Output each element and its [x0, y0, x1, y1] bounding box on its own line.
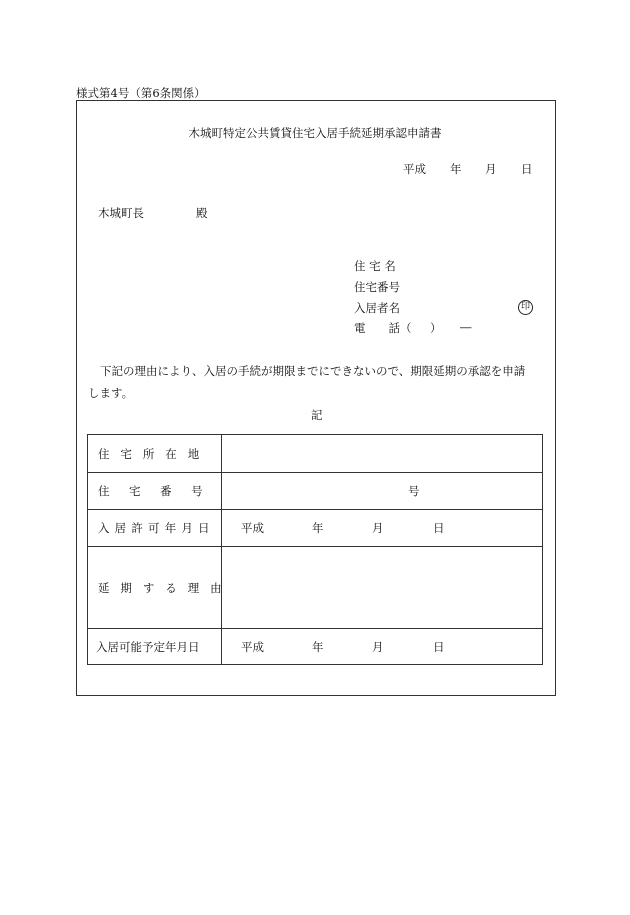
body-text-line2: します。 — [88, 386, 134, 400]
row-label: 住宅所在地 — [98, 446, 211, 461]
day: 日 — [433, 639, 445, 654]
house-number-label: 住宅番号 — [354, 280, 400, 294]
era: 平成 — [241, 521, 264, 535]
planned-date-field[interactable] — [222, 629, 542, 664]
address-field[interactable] — [222, 435, 542, 472]
day: 日 — [433, 521, 445, 535]
table-row — [88, 435, 542, 472]
table-row — [88, 472, 542, 509]
era: 平成 — [241, 639, 264, 654]
ki-heading: 記 — [311, 408, 323, 422]
table-row — [88, 628, 542, 664]
row-label: 延期する理由 — [98, 580, 233, 595]
month: 月 — [372, 521, 384, 535]
house-name-label: 住 宅 名 — [354, 259, 396, 273]
year: 年 — [312, 521, 324, 535]
date-era: 平成 — [403, 162, 426, 176]
reason-field[interactable] — [222, 547, 542, 628]
row-label-cell — [88, 473, 222, 509]
row-label-cell — [88, 629, 222, 664]
phone-label: 電 話 — [354, 321, 400, 335]
row-label: 入居許可年月日 — [98, 521, 215, 535]
permit-date-field[interactable] — [222, 510, 542, 546]
addressee-honorific: 殿 — [196, 206, 208, 220]
month: 月 — [372, 639, 384, 654]
row-label-cell — [88, 547, 233, 628]
phone-close-paren: ） — [430, 321, 442, 335]
table-row — [88, 546, 542, 628]
house-number-field[interactable] — [222, 473, 542, 509]
row-label-cell — [88, 510, 222, 546]
year: 年 — [312, 639, 324, 654]
date-day: 日 — [521, 162, 533, 176]
seal-icon: 印 — [518, 300, 533, 315]
details-table — [87, 434, 543, 665]
resident-name-label: 入居者名 — [354, 301, 400, 315]
number-suffix: 号 — [408, 484, 420, 498]
addressee-name: 木城町長 — [98, 206, 144, 220]
date-month: 月 — [485, 162, 497, 176]
table-row — [88, 509, 542, 546]
row-label-cell — [88, 435, 222, 472]
form-title: 木城町特定公共賃貸住宅入居手続延期承認申請書 — [188, 126, 442, 140]
date-year: 年 — [450, 162, 462, 176]
phone-open-paren: （ — [400, 321, 412, 335]
form-number: 様式第4号（第6条関係） — [76, 86, 206, 100]
row-label: 住宅番号 — [98, 484, 223, 498]
phone-dash: ― — [460, 320, 472, 334]
row-label: 入居可能予定年月日 — [96, 639, 200, 654]
body-text-line1: 下記の理由により、入居の手続が期限までにできないので、期限延期の承認を申請 — [100, 364, 526, 378]
